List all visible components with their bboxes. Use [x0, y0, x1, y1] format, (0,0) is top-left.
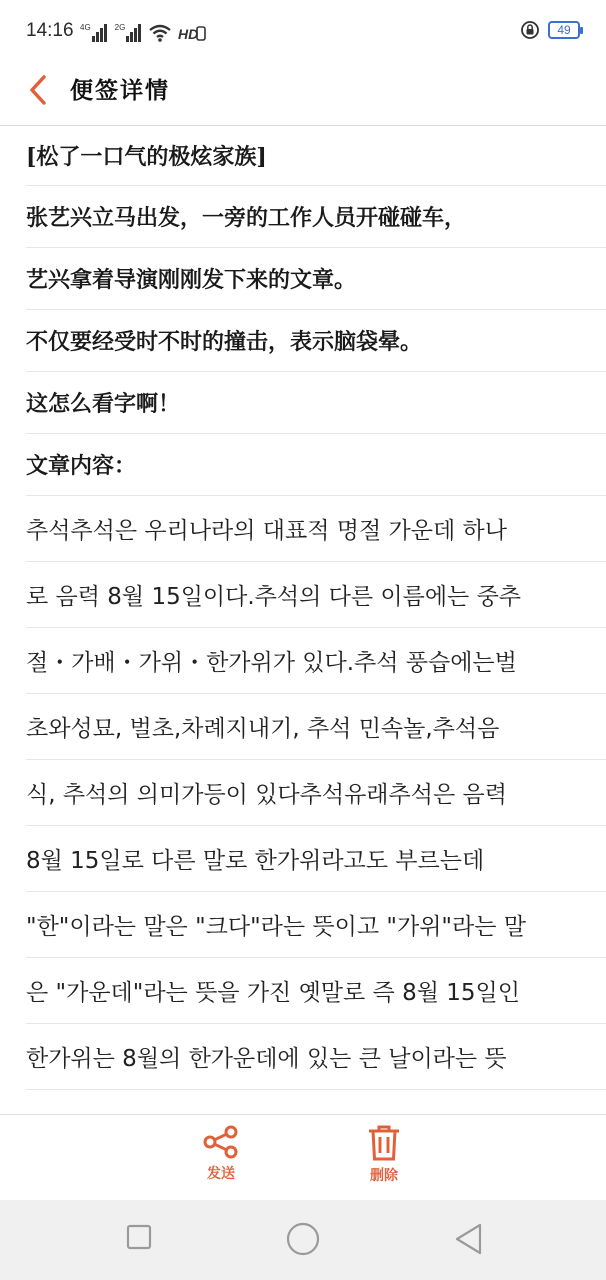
- trash-icon: [367, 1125, 401, 1161]
- note-line: 초와성묘, 벌초,차례지내기, 추석 민속놀,추석음: [26, 694, 606, 760]
- share-icon: [202, 1125, 240, 1159]
- lock-rotation-icon: [520, 20, 540, 40]
- signal-icon: [80, 24, 107, 42]
- note-line: 8월 15일로 다른 말로 한가위라고도 부르는데: [26, 826, 606, 892]
- note-line: 这怎么看字啊！: [26, 372, 606, 434]
- network-label: 2G: [114, 23, 126, 32]
- square-recents-icon[interactable]: [126, 1224, 152, 1250]
- status-bar: [0, 0, 606, 62]
- note-line: 로 음력 8월 15일이다.추석의 다른 이름에는 중추: [26, 562, 606, 628]
- chevron-left-icon: [29, 75, 47, 105]
- send-button[interactable]: [181, 1125, 261, 1183]
- note-line: 한가위는 8월의 한가운데에 있는 큰 날이라는 뜻: [26, 1024, 606, 1090]
- delete-label: 删除: [370, 1168, 398, 1184]
- note-line: 절・가배・가위・한가위가 있다.추석 풍습에는벌: [26, 628, 606, 694]
- note-line: 张艺兴立马出发，一旁的工作人员开碰碰车，: [26, 186, 606, 248]
- hd-text: HD: [178, 26, 199, 42]
- note-line: "한"이라는 말은 "크다"라는 뜻이고 "가위"라는 말: [26, 892, 606, 958]
- signal-icon: [115, 24, 142, 42]
- note-line: 艺兴拿着导演刚刚发下来的文章。: [26, 248, 606, 310]
- note-content[interactable]: [26, 126, 606, 1114]
- note-line: [松了一口气的极炫家族]: [26, 126, 606, 186]
- back-button[interactable]: [18, 68, 58, 112]
- note-line: 不仅要经受时不时的撞击，表示脑袋晕。: [26, 310, 606, 372]
- triangle-back-icon[interactable]: [454, 1223, 484, 1255]
- status-right: [520, 20, 580, 40]
- header: [0, 62, 606, 126]
- send-label: 发送: [207, 1166, 235, 1182]
- page-title: 便签详情: [70, 77, 170, 104]
- note-line: 文章内容：: [26, 434, 606, 496]
- action-bar: [0, 1114, 606, 1200]
- note-line: 추석추석은 우리나라의 대표적 명절 가운데 하나: [26, 496, 606, 562]
- note-line: 은 "가운데"라는 뜻을 가진 옛말로 즉 8월 15일인: [26, 958, 606, 1024]
- delete-button[interactable]: [344, 1125, 424, 1185]
- status-icons: [80, 20, 207, 42]
- wifi-icon: [149, 24, 171, 42]
- status-time: 14:16: [26, 20, 74, 41]
- network-label: 4G: [80, 23, 91, 32]
- hd-icon: [177, 24, 207, 42]
- circle-home-icon[interactable]: [286, 1222, 320, 1256]
- note-line: 식, 추석의 의미가등이 있다추석유래추석은 음력: [26, 760, 606, 826]
- battery-icon: 49: [548, 21, 580, 39]
- nav-bar: [0, 1200, 606, 1280]
